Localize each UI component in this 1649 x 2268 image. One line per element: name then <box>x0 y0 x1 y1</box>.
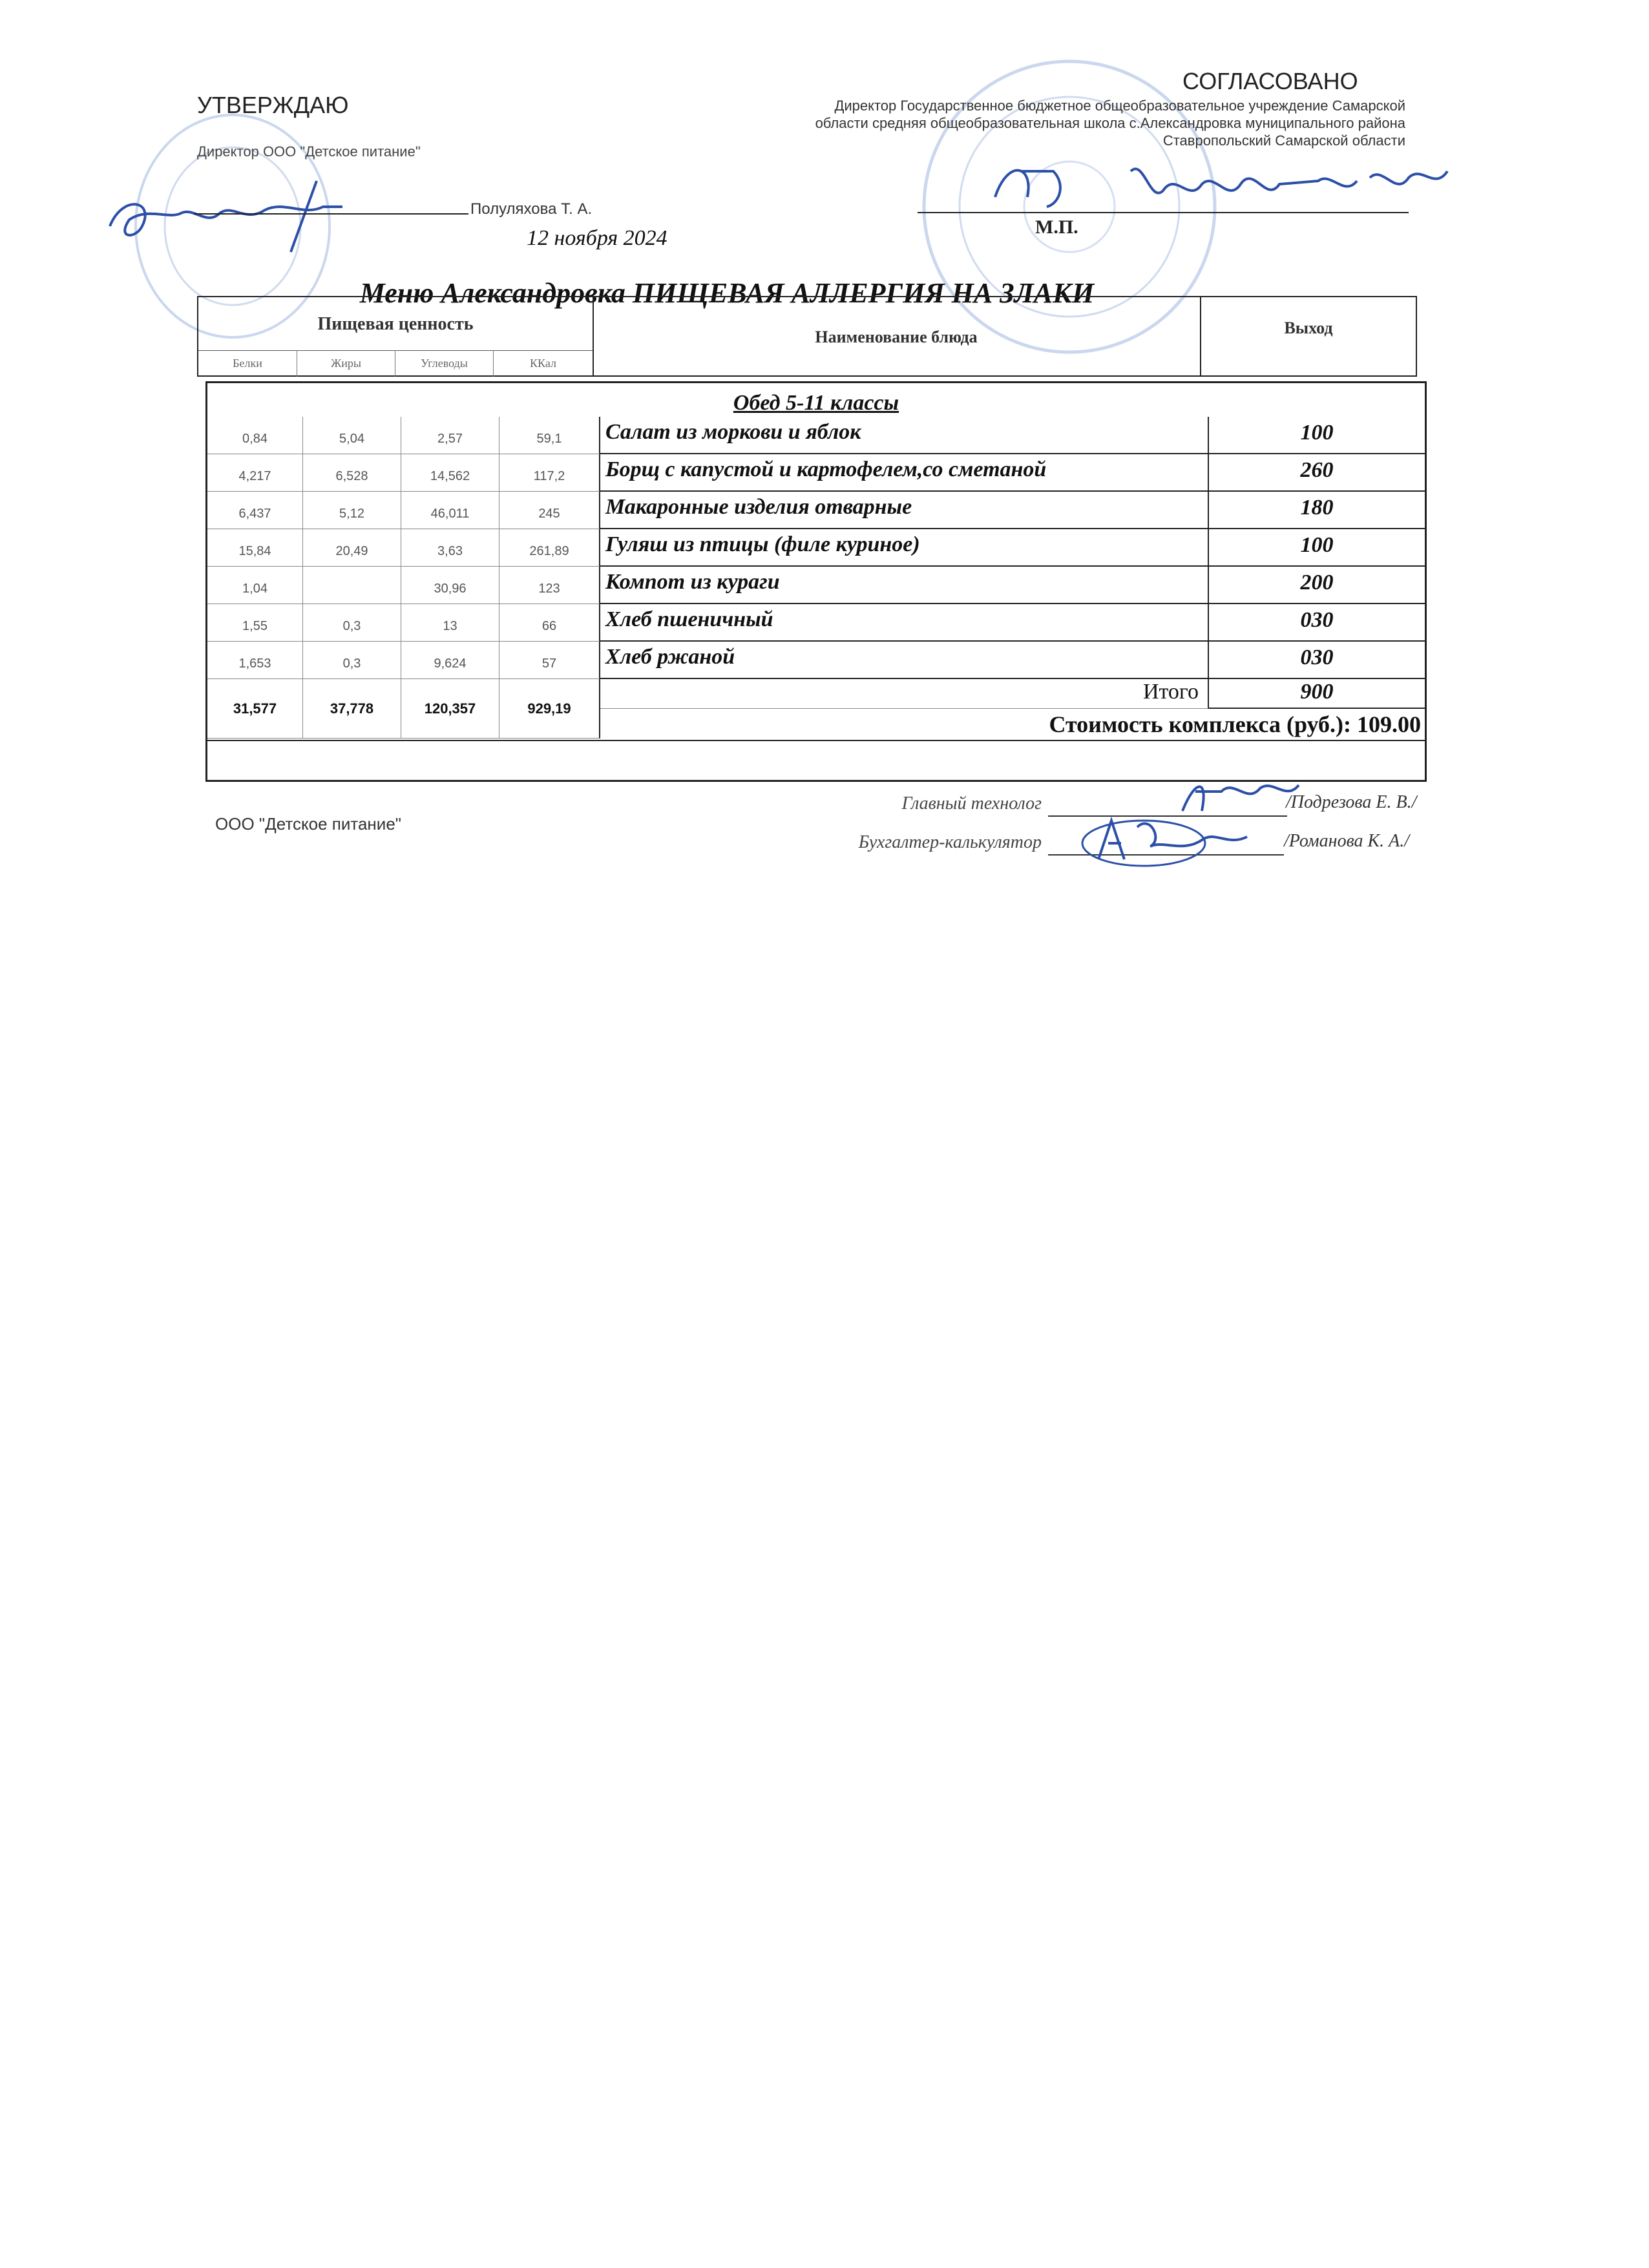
row-output: 100 <box>1209 417 1425 454</box>
row-kcal: 261,89 <box>499 529 600 567</box>
row-proteins: 1,55 <box>207 604 303 642</box>
row-kcal: 59,1 <box>499 417 600 454</box>
table-bottom-rule <box>207 740 1425 741</box>
total-kcal: 929,19 <box>499 679 600 739</box>
row-dish: Хлеб ржаной <box>600 642 1209 679</box>
agree-role-line: области средняя общеобразовательная школа с.Александровка муниципального района <box>815 115 1405 131</box>
row-carbs: 14,562 <box>401 454 499 492</box>
row-proteins: 1,04 <box>207 567 303 604</box>
row-output: 260 <box>1209 454 1425 492</box>
accountant-signature <box>1073 801 1266 879</box>
total-fats: 37,778 <box>303 679 401 739</box>
total-label: Итого <box>600 679 1209 709</box>
nutrition-header <box>198 297 594 377</box>
total-carbs: 120,357 <box>401 679 499 739</box>
row-kcal: 245 <box>499 492 600 529</box>
row-carbs: 2,57 <box>401 417 499 454</box>
row-output: 030 <box>1209 604 1425 642</box>
total-output: 900 <box>1209 679 1425 709</box>
agree-role-line: Директор Государственное бюджетное общеобразовательное учреждение Самарской <box>834 98 1405 114</box>
table-row <box>207 492 1209 529</box>
accountant-name: /Романова К. А./ <box>1284 831 1410 851</box>
approve-date: 12 ноября 2024 <box>527 226 667 250</box>
approve-signature-line <box>194 213 468 215</box>
approve-title: УТВЕРЖДАЮ <box>197 92 349 118</box>
row-fats: 5,04 <box>303 417 401 454</box>
table-row <box>207 642 1209 679</box>
row-dish: Борщ с капустой и картофелем,со сметаной <box>600 454 1209 492</box>
output-header: Выход <box>1284 319 1333 337</box>
approve-role: Директор ООО "Детское питание" <box>197 143 421 160</box>
table-header <box>197 296 1417 377</box>
row-dish: Макаронные изделия отварные <box>600 492 1209 529</box>
table-row <box>207 567 1209 604</box>
row-fats: 20,49 <box>303 529 401 567</box>
row-output: 100 <box>1209 529 1425 567</box>
tech-role: Главный технолог <box>901 793 1042 814</box>
fats-header: Жиры <box>297 350 395 377</box>
total-proteins: 31,577 <box>207 679 303 739</box>
row-carbs: 9,624 <box>401 642 499 679</box>
agree-title: СОГЛАСОВАНО <box>1182 68 1358 94</box>
row-proteins: 4,217 <box>207 454 303 492</box>
row-fats: 5,12 <box>303 492 401 529</box>
approve-name: Полуляхова Т. А. <box>470 200 593 218</box>
row-kcal: 123 <box>499 567 600 604</box>
stamp-mark: М.П. <box>1035 216 1078 238</box>
row-output: 200 <box>1209 567 1425 604</box>
row-dish: Гуляш из птицы (филе куриное) <box>600 529 1209 567</box>
row-proteins: 0,84 <box>207 417 303 454</box>
agree-role-line: Ставропольский Самарской области <box>1162 132 1405 149</box>
footer-org: ООО "Детское питание" <box>215 814 402 834</box>
nutrition-title: Пищевая ценность <box>198 297 593 351</box>
row-fats: 0,3 <box>303 604 401 642</box>
row-output: 030 <box>1209 642 1425 679</box>
row-kcal: 117,2 <box>499 454 600 492</box>
row-dish: Салат из моркови и яблок <box>600 417 1209 454</box>
row-carbs: 13 <box>401 604 499 642</box>
menu-table <box>205 381 1427 782</box>
agree-signature-line <box>918 212 1409 213</box>
row-fats: 6,528 <box>303 454 401 492</box>
dish-header: Наименование блюда <box>593 297 1201 377</box>
row-proteins: 1,653 <box>207 642 303 679</box>
row-carbs: 30,96 <box>401 567 499 604</box>
agree-signature <box>982 145 1460 223</box>
proteins-header: Белки <box>198 350 297 377</box>
agree-role <box>704 97 1405 149</box>
table-row <box>207 529 1209 567</box>
row-fats <box>303 567 401 604</box>
table-row <box>207 417 1209 454</box>
row-kcal: 57 <box>499 642 600 679</box>
table-row <box>207 454 1209 492</box>
accountant-role: Бухгалтер-калькулятор <box>858 832 1042 852</box>
row-dish: Компот из кураги <box>600 567 1209 604</box>
complex-cost: Стоимость комплекса (руб.): 109.00 <box>1049 711 1421 737</box>
row-carbs: 3,63 <box>401 529 499 567</box>
kcal-header: ККал <box>530 357 556 370</box>
tech-name: /Подрезова Е. В./ <box>1286 792 1417 812</box>
row-carbs: 46,011 <box>401 492 499 529</box>
section-title: Обед 5-11 классы <box>733 391 899 415</box>
table-row <box>207 604 1209 642</box>
row-proteins: 15,84 <box>207 529 303 567</box>
row-fats: 0,3 <box>303 642 401 679</box>
menu-title: Меню Александровка ПИЩЕВАЯ АЛЛЕРГИЯ НА ЗЛАКИ <box>359 277 1095 309</box>
row-kcal: 66 <box>499 604 600 642</box>
row-proteins: 6,437 <box>207 492 303 529</box>
carbs-header: Углеводы <box>395 350 494 377</box>
row-dish: Хлеб пшеничный <box>600 604 1209 642</box>
row-output: 180 <box>1209 492 1425 529</box>
